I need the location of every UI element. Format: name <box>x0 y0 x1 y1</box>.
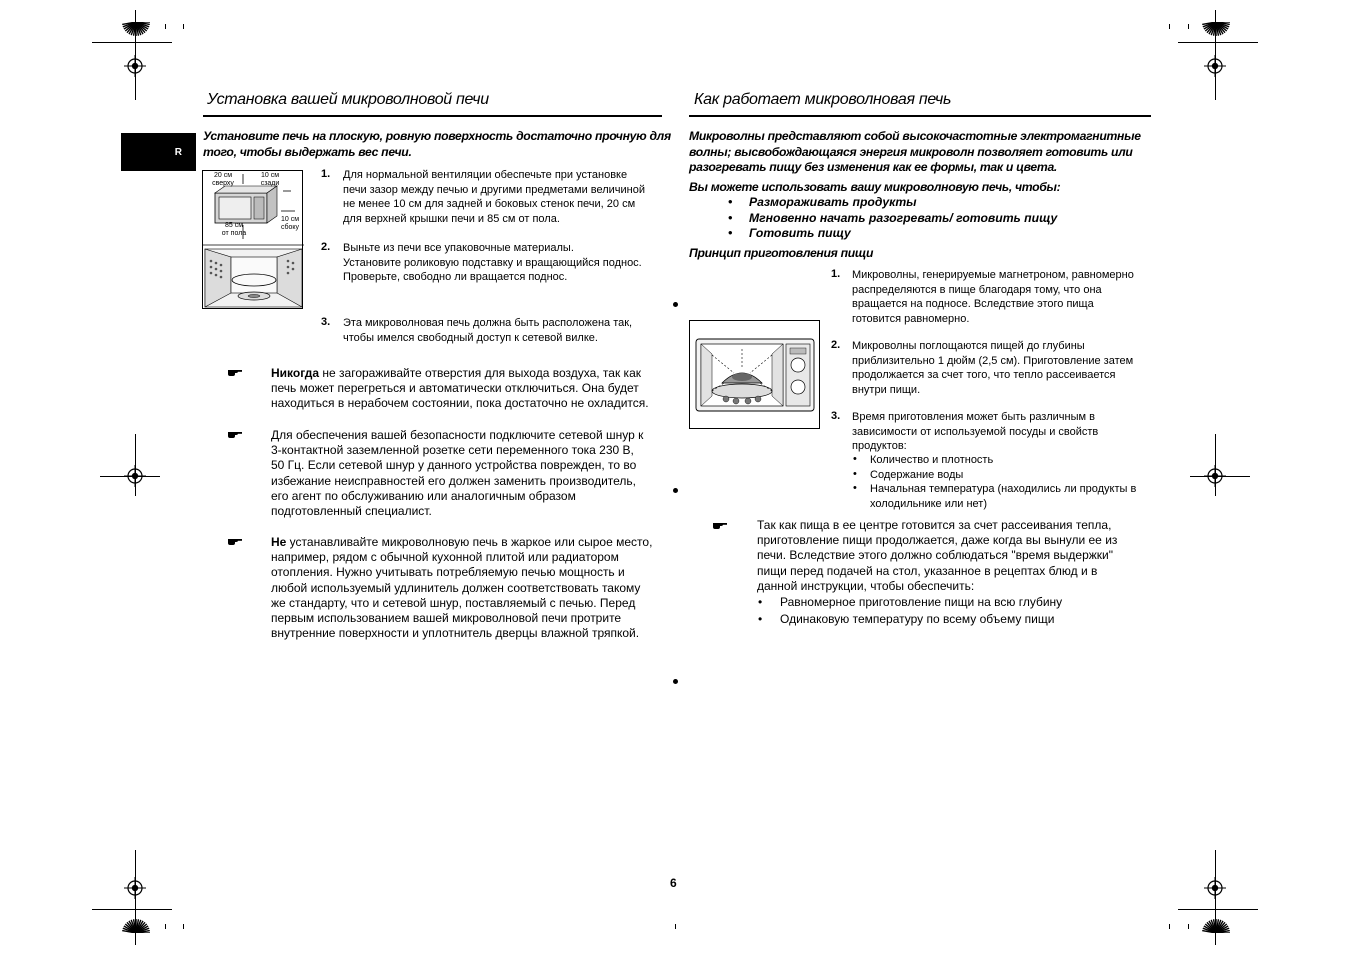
note-text-line: его агент по обслуживанию или аналогичным образом <box>271 488 576 503</box>
note-first-text: устанавливайте микроволновую печь в жаркое или сырое место, <box>286 535 653 549</box>
left-intro-line-1: Установите печь на плоскую, ровную поверхность достаточно прочную для <box>203 129 671 143</box>
clearance-side-label: 10 см сбоку <box>280 216 300 231</box>
step-text-line: продолжается за счет того, что тепло рассеивается <box>852 369 1116 382</box>
factor-item: Содержание воды <box>870 469 964 481</box>
step-text-line: для верхней крышки печи и 85 см от пола. <box>343 212 560 225</box>
color-rosette-icon <box>121 917 151 933</box>
note-first-line <box>271 428 643 443</box>
right-intro-line: Микроволны представляют собой высокочастотные электромагнитные <box>689 129 1141 143</box>
note-text-line: печь может перегреться и автоматически отключиться. Она будет <box>271 381 639 396</box>
note-first-line <box>271 535 652 550</box>
step-text-line: вращается на подносе. Вследствие этого пища <box>852 298 1094 311</box>
crop-line <box>1178 909 1258 910</box>
note-first-text: не загораживайте отверстия для выхода воздуха, так как <box>319 366 641 380</box>
bullet-dot: • <box>758 612 763 626</box>
note-first-text: Для обеспечения вашей безопасности подключите сетевой шнур к <box>271 428 644 442</box>
note-text-line: приготовление пищи продолжается, даже когда вы вынули ее из <box>757 533 1118 548</box>
note-text-line: избежание неисправностей его должен заменить производитель, <box>271 473 636 488</box>
bullet-dot: • <box>853 468 857 480</box>
factor-item: Количество и плотность <box>870 454 994 466</box>
left-intro-line-2: того, чтобы выдержать вес печи. <box>203 145 412 159</box>
note-first-line <box>271 366 641 381</box>
edge-tick <box>1188 924 1189 929</box>
bullet-dot: • <box>853 482 857 494</box>
crop-line <box>92 909 172 910</box>
color-rosette-icon <box>1201 917 1231 933</box>
step-text-line: Выньте из печи все упаковочные материалы. <box>343 242 574 254</box>
edge-tick <box>165 24 166 29</box>
step-text-line: продуктов: <box>852 440 907 453</box>
note-bullet-item: Одинаковую температуру по всему объему пищи <box>780 612 1055 626</box>
crop-line <box>1215 434 1216 496</box>
step-text-line: распределяются в пище благодаря тому, что она <box>852 283 1102 296</box>
left-title-rule <box>203 115 662 117</box>
edge-tick <box>1188 24 1189 29</box>
note-text-line: Так как пища в ее центре готовится за счет рассеивания тепла, <box>757 518 1112 532</box>
principle-heading: Принцип приготовления пищи <box>689 246 874 260</box>
installation-illustration <box>203 171 304 310</box>
note-text-line: данной инструкции, чтобы обеспечить: <box>757 578 975 593</box>
page-number: 6 <box>670 876 677 890</box>
right-title-rule <box>689 115 1151 117</box>
step-text-line: Эта микроволновая печь должна быть расположена так, <box>343 317 633 329</box>
factor-item: холодильнике или нет) <box>870 498 988 510</box>
step-text-line: чтобы имелся свободный доступ к сетевой вилке. <box>343 331 598 344</box>
center-dot <box>673 302 678 307</box>
factor-item: Начальная температура (находились ли продукты в <box>870 483 1137 495</box>
edge-tick <box>1169 24 1170 29</box>
right-intro-line: разогревать пищу без изменения как ее формы, так и цвета. <box>689 160 1058 174</box>
color-rosette-icon <box>1201 22 1231 38</box>
crop-line <box>1178 42 1258 43</box>
step-text-line: Микроволны, генерируемые магнетроном, равномерно <box>852 269 1134 281</box>
note-emphasis: Никогда <box>271 366 320 380</box>
step-number: 2. <box>321 241 331 253</box>
note-text-line: внутренние поверхности и уплотнитель дверцы влажной тряпкой. <box>271 626 640 641</box>
note-text-line: пищи перед подачей на стол, указанное в рецептах блюд и в <box>757 563 1098 578</box>
note-text-line: подготовленный специалист. <box>271 504 432 518</box>
step-text-line: приблизительно 1 дюйм (2,5 см). Приготовление затем <box>852 354 1134 367</box>
note-text-line: же стандарту, что и сетевой шнур, поставляемый с печью. Перед <box>271 595 636 610</box>
crop-line <box>1190 476 1250 477</box>
note-text-line: печи. Вследствие этого должно соблюдаться "время выдержки" <box>757 548 1114 563</box>
step-number: 3. <box>831 410 841 422</box>
note-text-line: находиться в нерабочем состоянии, пока достаточно не охладится. <box>271 396 649 411</box>
edge-tick <box>1169 924 1170 929</box>
note-text-line: 50 Гц. Если сетевой шнур у данного устройства поврежден, то во <box>271 458 637 473</box>
step-text-line: не менее 10 см для задней и боковых стенок печи, 20 см <box>343 198 636 211</box>
use-item: Размораживать продукты <box>749 195 917 209</box>
bullet-dot: • <box>758 595 763 609</box>
step-number: 3. <box>321 316 331 328</box>
crop-line <box>135 434 136 496</box>
note-text-line: например, рядом с обычной кухонной плитой или радиатором <box>271 550 619 565</box>
center-dot <box>673 488 678 493</box>
note-bullet-item: Равномерное приготовление пищи на всю глубину <box>780 595 1063 609</box>
pointing-hand-icon <box>227 427 243 439</box>
microwave-figure <box>689 320 820 429</box>
note-emphasis: Не <box>271 535 287 549</box>
edge-tick <box>183 924 184 929</box>
clearance-top-label: 20 см сверху <box>212 172 234 187</box>
note-text-line: 3-контактной заземленной розетке сети переменного тока 230 В, <box>271 443 634 458</box>
bullet-dot: • <box>728 210 733 225</box>
pointing-hand-icon <box>227 365 243 377</box>
pointing-hand-icon <box>712 518 728 530</box>
bullet-dot: • <box>728 226 733 240</box>
right-section-title: Как работает микроволновая печь <box>694 91 952 108</box>
step-text-line: Микроволны поглощаются пищей до глубины <box>852 340 1085 352</box>
microwave-illustration <box>690 321 821 430</box>
note-text-line: отопления. Нужно учитывать потребляемую печью мощность и <box>271 565 625 580</box>
step-text-line: Проверьте, свободно ли вращается поднос. <box>343 271 568 284</box>
step-text-line: готовится равномерно. <box>852 312 970 325</box>
clearance-back-label: 10 см сзади <box>260 172 280 187</box>
edge-tick <box>165 924 166 929</box>
bullet-dot: • <box>728 195 733 209</box>
right-intro-line: волны; высвобождающаяся энергия микроволн позволяет готовить или <box>689 144 1133 159</box>
installation-figure <box>202 170 303 309</box>
step-text-line: внутри пищи. <box>852 383 921 396</box>
step-number: 1. <box>321 168 331 180</box>
note-text-line: первым использованием вашей микроволновой печи протрите <box>271 611 622 625</box>
uses-heading: Вы можете использовать вашу микроволновую печь, чтобы: <box>689 180 1061 194</box>
edge-tick <box>183 24 184 29</box>
pointing-hand-icon <box>227 534 243 546</box>
left-section-title: Установка вашей микроволновой печи <box>207 91 489 108</box>
step-text-line: печи зазор между печью и другими предметами величиной <box>343 183 646 196</box>
step-number: 2. <box>831 339 841 351</box>
step-text-line: Время приготовления может быть различным в <box>852 411 1095 423</box>
step-text-line: Установите роликовую подставку и вращающийся поднос. <box>343 256 642 269</box>
use-item: Мгновенно начать разогревать/ готовить пищу <box>749 210 1058 225</box>
use-item: Готовить пищу <box>749 226 851 240</box>
center-dot <box>673 679 678 684</box>
language-tab: R <box>121 133 196 171</box>
step-text-line: Для нормальной вентиляции обеспечьте при установке <box>343 169 628 181</box>
note-text-line: любой используемый удлинитель должен соответствовать такому <box>271 580 641 595</box>
clearance-floor-label: 85 см от пола <box>221 222 247 237</box>
crop-line <box>100 476 160 477</box>
step-text-line: зависимости от используемой посуды и свойств <box>852 425 1099 438</box>
bullet-dot: • <box>853 453 857 465</box>
color-rosette-icon <box>121 22 151 38</box>
step-number: 1. <box>831 268 841 280</box>
crop-line <box>92 42 172 43</box>
edge-tick <box>675 924 676 929</box>
